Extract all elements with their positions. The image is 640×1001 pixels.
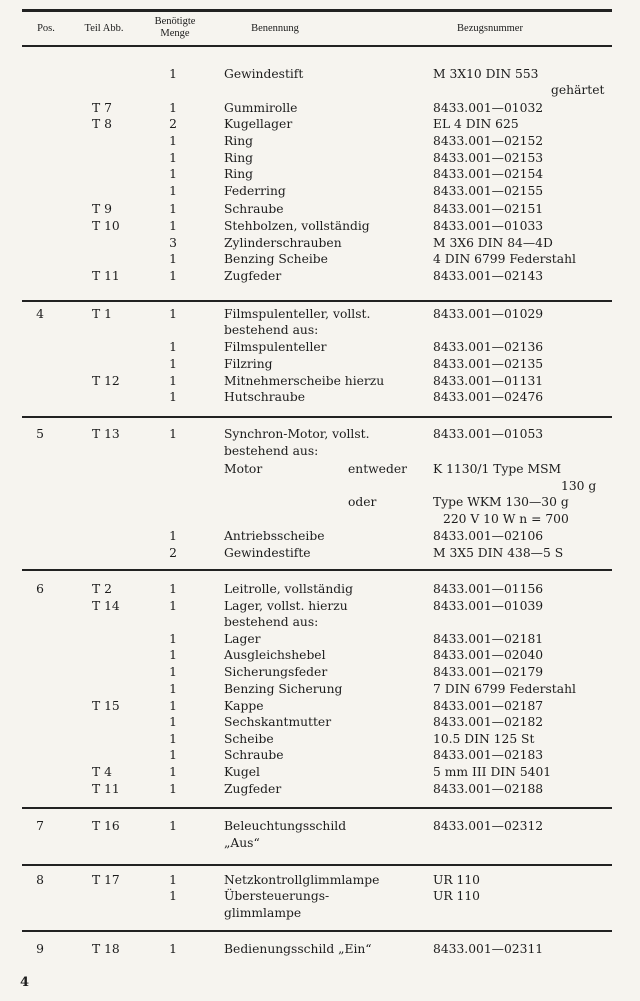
table-row (0, 764, 640, 780)
section-divider (22, 300, 612, 302)
table-row (0, 714, 640, 730)
table-row (0, 905, 640, 921)
cell-bezugsnummer: 8433.001—02183 (433, 748, 544, 762)
cell-benennung: Mitnehmerscheibe hierzu (224, 374, 385, 388)
cell-teil: T 4 (92, 765, 112, 779)
cell-benennung: Gewindestifte (224, 546, 311, 560)
table-row (0, 389, 640, 405)
cell-teil: T 8 (92, 117, 112, 131)
cell-menge: 1 (169, 732, 177, 746)
header-menge-line2: Menge (160, 28, 190, 39)
cell-pos: 6 (36, 582, 44, 596)
table-row (0, 133, 640, 149)
table-row (0, 494, 640, 510)
cell-benennung: Motor (224, 462, 263, 476)
cell-teil: T 10 (92, 219, 120, 233)
table-row (0, 835, 640, 851)
cell-menge: 1 (169, 715, 177, 729)
cell-bezugsnummer: EL 4 DIN 625 (433, 117, 519, 131)
cell-bezugsnummer: M 3X6 DIN 84—4D (433, 236, 553, 250)
cell-menge: 1 (169, 269, 177, 283)
header-rule (22, 45, 612, 47)
cell-bezugsnummer: 8433.001—01131 (433, 374, 544, 388)
table-row (0, 511, 640, 527)
header-benennung: Benennung (251, 23, 299, 34)
cell-bezugsnummer: 8433.001—02182 (433, 715, 544, 729)
cell-teil: T 17 (92, 873, 120, 887)
table-row (0, 461, 640, 477)
cell-menge: 1 (169, 889, 177, 903)
cell-bezugsnummer: 10.5 DIN 125 St (433, 732, 535, 746)
table-row (0, 235, 640, 251)
cell-menge: 2 (169, 117, 177, 131)
cell-bezugsnummer: 8433.001—02153 (433, 151, 544, 165)
cell-bezugsnummer: 8433.001—02181 (433, 632, 544, 646)
table-row (0, 373, 640, 389)
cell-bezugsnummer: M 3X10 DIN 553 (433, 67, 539, 81)
cell-teil: T 18 (92, 942, 120, 956)
cell-bezugsnummer: 7 DIN 6799 Federstahl (433, 682, 576, 696)
cell-benennung: Benzing Sicherung (224, 682, 343, 696)
cell-bezugsnummer: 8433.001—02188 (433, 782, 544, 796)
cell-benennung: Filmspulenteller, vollst. (224, 307, 371, 321)
cell-menge: 2 (169, 546, 177, 560)
cell-teil: T 12 (92, 374, 120, 388)
cell-benennung: Federring (224, 184, 286, 198)
cell-menge: 1 (169, 748, 177, 762)
table-row (0, 116, 640, 132)
cell-benennung: Zugfeder (224, 782, 282, 796)
cell-bezugsnummer: gehärtet (551, 83, 605, 97)
cell-teil: T 14 (92, 599, 120, 613)
cell-bezugsnummer: 8433.001—02151 (433, 202, 544, 216)
cell-benennung: Beleuchtungsschild (224, 819, 347, 833)
cell-teil: T 11 (92, 782, 120, 796)
cell-benennung: bestehend aus: (224, 323, 319, 337)
table-row (0, 306, 640, 322)
cell-benennung: Filzring (224, 357, 273, 371)
cell-teil: T 7 (92, 101, 112, 115)
cell-menge: 1 (169, 374, 177, 388)
cell-pos: 4 (36, 307, 44, 321)
cell-bezugsnummer: 8433.001—01039 (433, 599, 544, 613)
table-row (0, 581, 640, 597)
table-row (0, 218, 640, 234)
cell-bezugsnummer: 8433.001—02155 (433, 184, 544, 198)
cell-menge: 1 (169, 202, 177, 216)
table-row (0, 731, 640, 747)
table-row (0, 631, 640, 647)
cell-menge: 1 (169, 873, 177, 887)
cell-bezugsnummer: 8433.001—02106 (433, 529, 544, 543)
cell-pos: 5 (36, 427, 44, 441)
table-row (0, 545, 640, 561)
table-row (0, 664, 640, 680)
cell-benennung: Hutschraube (224, 390, 305, 404)
cell-menge: 1 (169, 427, 177, 441)
cell-menge: 1 (169, 699, 177, 713)
section-divider (22, 416, 612, 418)
cell-menge: 1 (169, 390, 177, 404)
cell-menge: 1 (169, 184, 177, 198)
cell-benennung: Ring (224, 151, 253, 165)
cell-benennung: Lager, vollst. hierzu (224, 599, 348, 613)
cell-menge: 1 (169, 357, 177, 371)
cell-benennung: Sicherungsfeder (224, 665, 328, 679)
header-pos: Pos. (37, 23, 55, 34)
table-row (0, 443, 640, 459)
cell-bezugsnummer: 8433.001—02179 (433, 665, 544, 679)
cell-bezugsnummer: UR 110 (433, 873, 481, 887)
header-bezugsnummer: Bezugsnummer (457, 23, 523, 34)
cell-menge: 1 (169, 340, 177, 354)
cell-menge: 1 (169, 665, 177, 679)
table-row (0, 528, 640, 544)
cell-benennung: Zylinderschrauben (224, 236, 342, 250)
table-row (0, 941, 640, 957)
cell-benennung: Lager (224, 632, 261, 646)
cell-bezugsnummer: 8433.001—01032 (433, 101, 544, 115)
table-row (0, 614, 640, 630)
table-row (0, 339, 640, 355)
cell-menge: 3 (169, 236, 177, 250)
cell-menge: 1 (169, 632, 177, 646)
cell-benennung: Kugellager (224, 117, 293, 131)
cell-benennung: glimmlampe (224, 906, 302, 920)
table-row (0, 888, 640, 904)
cell-bezugsnummer: 130 g (561, 479, 597, 493)
cell-menge: 1 (169, 582, 177, 596)
table-row (0, 268, 640, 284)
table-row (0, 150, 640, 166)
cell-note: entweder (348, 462, 407, 476)
cell-benennung: Scheibe (224, 732, 274, 746)
cell-bezugsnummer: UR 110 (433, 889, 481, 903)
cell-bezugsnummer: 8433.001—01156 (433, 582, 544, 596)
cell-bezugsnummer: 8433.001—02154 (433, 167, 544, 181)
cell-benennung: „Aus“ (224, 836, 260, 850)
cell-benennung: Kappe (224, 699, 264, 713)
table-row (0, 356, 640, 372)
table-row (0, 647, 640, 663)
table-row (0, 66, 640, 82)
cell-menge: 1 (169, 942, 177, 956)
header-teil: Teil Abb. (84, 23, 124, 34)
cell-benennung: Bedienungsschild „Ein“ (224, 942, 372, 956)
cell-teil: T 15 (92, 699, 120, 713)
cell-bezugsnummer: 8433.001—02187 (433, 699, 544, 713)
table-row (0, 322, 640, 338)
header-menge-line1: Benötigte (154, 16, 196, 27)
cell-bezugsnummer: 220 V 10 W n = 700 (443, 512, 569, 526)
cell-menge: 1 (169, 307, 177, 321)
table-row (0, 598, 640, 614)
cell-menge: 1 (169, 219, 177, 233)
cell-benennung: Stehbolzen, vollständig (224, 219, 370, 233)
cell-pos: 7 (36, 819, 44, 833)
cell-bezugsnummer: 8433.001—01053 (433, 427, 544, 441)
table-row (0, 698, 640, 714)
table-row (0, 781, 640, 797)
cell-benennung: Sechskantmutter (224, 715, 332, 729)
cell-teil: T 16 (92, 819, 120, 833)
cell-menge: 1 (169, 765, 177, 779)
cell-benennung: bestehend aus: (224, 615, 319, 629)
cell-teil: T 9 (92, 202, 112, 216)
cell-benennung: Gummirolle (224, 101, 298, 115)
cell-menge: 1 (169, 67, 177, 81)
cell-bezugsnummer: 8433.001—02040 (433, 648, 544, 662)
cell-menge: 1 (169, 782, 177, 796)
cell-benennung: Ausgleichshebel (224, 648, 326, 662)
cell-bezugsnummer: 8433.001—01029 (433, 307, 544, 321)
cell-benennung: Zugfeder (224, 269, 282, 283)
table-row (0, 681, 640, 697)
cell-bezugsnummer: 8433.001—01033 (433, 219, 544, 233)
cell-benennung: bestehend aus: (224, 444, 319, 458)
section-divider (22, 569, 612, 571)
cell-benennung: Übersteuerungs- (224, 889, 330, 903)
cell-pos: 9 (36, 942, 44, 956)
cell-menge: 1 (169, 151, 177, 165)
table-row (0, 872, 640, 888)
cell-note: oder (348, 495, 377, 509)
cell-bezugsnummer: K 1130/1 Type MSM (433, 462, 562, 476)
cell-bezugsnummer: 8433.001—02135 (433, 357, 544, 371)
cell-benennung: Antriebsscheibe (224, 529, 325, 543)
cell-pos: 8 (36, 873, 44, 887)
top-rule (22, 9, 612, 12)
cell-menge: 1 (169, 599, 177, 613)
cell-benennung: Schraube (224, 748, 284, 762)
cell-benennung: Ring (224, 167, 253, 181)
cell-menge: 1 (169, 101, 177, 115)
table-row (0, 747, 640, 763)
cell-bezugsnummer: 4 DIN 6799 Federstahl (433, 252, 576, 266)
cell-bezugsnummer: 8433.001—02476 (433, 390, 544, 404)
cell-benennung: Schraube (224, 202, 284, 216)
cell-bezugsnummer: 5 mm III DIN 5401 (433, 765, 552, 779)
cell-benennung: Synchron-Motor, vollst. (224, 427, 370, 441)
cell-menge: 1 (169, 682, 177, 696)
section-divider (22, 864, 612, 866)
cell-benennung: Benzing Scheibe (224, 252, 328, 266)
section-divider (22, 930, 612, 932)
cell-bezugsnummer: 8433.001—02152 (433, 134, 544, 148)
table-row (0, 183, 640, 199)
table-row (0, 82, 640, 98)
section-divider (22, 807, 612, 809)
cell-bezugsnummer: Type WKM 130—30 g (433, 495, 569, 509)
cell-benennung: Kugel (224, 765, 260, 779)
cell-benennung: Ring (224, 134, 253, 148)
cell-teil: T 13 (92, 427, 120, 441)
cell-teil: T 11 (92, 269, 120, 283)
cell-bezugsnummer: 8433.001—02311 (433, 942, 544, 956)
page-number: 4 (20, 975, 30, 990)
cell-benennung: Leitrolle, vollständig (224, 582, 353, 596)
cell-menge: 1 (169, 167, 177, 181)
table-row (0, 818, 640, 834)
cell-benennung: Netzkontrollglimmlampe (224, 873, 380, 887)
table-row (0, 251, 640, 267)
cell-bezugsnummer: 8433.001—02136 (433, 340, 544, 354)
table-row (0, 478, 640, 494)
cell-bezugsnummer: 8433.001—02143 (433, 269, 544, 283)
table-row (0, 426, 640, 442)
table-row (0, 201, 640, 217)
table-row (0, 166, 640, 182)
cell-bezugsnummer: M 3X5 DIN 438—5 S (433, 546, 564, 560)
cell-teil: T 1 (92, 307, 112, 321)
cell-menge: 1 (169, 648, 177, 662)
cell-menge: 1 (169, 819, 177, 833)
cell-menge: 1 (169, 134, 177, 148)
cell-menge: 1 (169, 529, 177, 543)
cell-teil: T 2 (92, 582, 112, 596)
cell-menge: 1 (169, 252, 177, 266)
cell-benennung: Filmspulenteller (224, 340, 327, 354)
cell-benennung: Gewindestift (224, 67, 304, 81)
cell-bezugsnummer: 8433.001—02312 (433, 819, 544, 833)
table-row (0, 100, 640, 116)
